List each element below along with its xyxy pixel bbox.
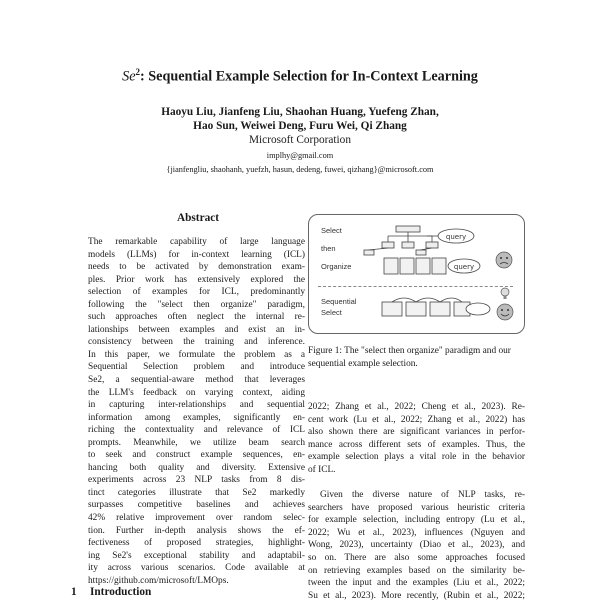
body-line: searchers have proposed various heuristic criteria — [308, 502, 525, 513]
paper-title — [0, 67, 600, 86]
abstract-heading: Abstract — [176, 212, 220, 224]
authors-line-1: Haoyu Liu, Jianfeng Liu, Shaohan Huang, Yuefeng Zhan, — [161, 106, 439, 118]
body-line: tween the input and the examples (Liu et al., 2022; — [308, 578, 525, 589]
figure-label-select: Select — [321, 226, 342, 235]
abstract-line: The remarkable capability of large language — [88, 237, 305, 247]
body-line: also shown there are significant variances in perfor- — [308, 427, 525, 438]
lightbulb-icon — [501, 288, 509, 299]
abstract-line: surpasses competitive baselines and achieves — [88, 500, 305, 511]
body-line: of ICL. — [308, 464, 336, 475]
figure-caption-line: Figure 1: The "select then organize" paradigm and our — [308, 346, 511, 356]
body-line: Su et al., 2023). More recently, (Rubin et al., 2022; — [308, 590, 525, 601]
figure-caption-line: sequential example selection. — [308, 358, 418, 369]
title-text: : Sequential Example Selection for In-Context Learning — [140, 68, 478, 85]
abstract-body — [88, 236, 305, 587]
organized-examples-row — [384, 258, 446, 274]
title-method-name: Se — [122, 68, 136, 85]
abstract-line: prompts. Meanwhile, we utilize beam search — [88, 437, 305, 448]
abstract-line: information among examples, significantly en- — [88, 412, 305, 423]
abstract-line: models (LLMs) for in-context learning (ICL) — [88, 249, 305, 260]
abstract-line: in capturing inter-relationships and sequential — [88, 400, 305, 411]
happy-face-icon — [497, 304, 513, 320]
body-line: example selection plays a vital role in the behavior — [308, 452, 525, 463]
sequential-examples-row — [382, 298, 470, 316]
abstract-line: hancing both quality and diversity. Extensive — [88, 462, 305, 473]
query-label-mid: query — [453, 263, 475, 271]
abstract-line: following the "select then organize" paradigm, — [88, 299, 305, 310]
query-bubble-mid — [448, 259, 480, 273]
figure-label-sequential: Sequential — [321, 297, 357, 306]
abstract-line: fectiveness of proposed strategies, highlight- — [88, 538, 305, 549]
affiliation: Microsoft Corporation — [249, 134, 351, 146]
body-line: 2022; Zhang et al., 2022; Cheng et al., 2023). Re- — [308, 402, 525, 412]
abstract-line: In this paper, we formulate the problem as a — [88, 349, 305, 360]
abstract-line-link[interactable]: https://github.com/microsoft/LMOps. — [88, 575, 229, 586]
email-group: {jianfengliu, shaohanh, yuefzh, hasun, dedeng, fuwei, qizhang}@microsoft.com — [166, 165, 434, 174]
body-line: cent work (Lu et al., 2022; Zhang et al., 2022) has — [308, 414, 525, 425]
body-line: mance across different sets of examples. Thus, the — [308, 439, 525, 450]
query-label-top: query — [445, 233, 467, 241]
body-line: 2022; Wu et al., 2023), influences (Nguyen and — [308, 527, 525, 538]
abstract-line: to seek and construct example sequences, en- — [88, 450, 305, 461]
abstract-line: consistency between the training and inference. — [88, 337, 305, 348]
body-line: Given the diverse nature of NLP tasks, re- — [320, 490, 525, 501]
query-bubble-bottom — [466, 303, 490, 315]
body-line: Wong, 2023), uncertainty (Diao et al., 2023), and — [308, 540, 525, 551]
abstract-line: 42% relative improvement over random selec- — [88, 513, 305, 524]
right-column-body — [308, 401, 525, 602]
abstract-line: tion. Further in-depth analysis shows the ef- — [88, 525, 305, 536]
section-number: 1 — [71, 586, 77, 598]
abstract-line: needs to be activated by demonstration exam- — [88, 262, 305, 273]
title-method-sup: 2 — [135, 67, 141, 77]
abstract-line: Se2, a sequential-aware method that leverages — [88, 375, 305, 386]
figure-label-select-2: Select — [321, 308, 342, 317]
abstract-line: ples. Prior work has extensively explored the — [88, 274, 305, 285]
figure-1-caption — [308, 345, 525, 370]
section-title: Introduction — [90, 586, 152, 598]
query-bubble-top — [438, 229, 474, 243]
abstract-line: such approaches often neglect the internal re- — [88, 312, 305, 323]
email-primary: implhy@gmail.com — [266, 151, 334, 160]
abstract-line: selection of examples for ICL, predominantly — [88, 287, 305, 298]
abstract-line: lationships between examples and exist an in- — [88, 324, 305, 335]
body-line: for example selection, including entropy (Lu et al., — [308, 515, 525, 526]
figure-label-organize: Organize — [321, 262, 352, 271]
body-line: so on. There are also some approaches focused — [308, 553, 525, 564]
section-heading-introduction — [71, 586, 151, 598]
abstract-line: riching the contextuality and relevance of ICL — [88, 425, 305, 436]
selection-tree-icon — [364, 226, 438, 255]
figure-label-then: then — [321, 244, 336, 253]
abstract-line: tinct categories illustrate that Se2 markedly — [88, 487, 305, 498]
abstract-line: ing Se2's exceptional stability and adaptabil- — [88, 550, 305, 561]
abstract-line: experiments across 23 NLP tasks from 8 dis- — [88, 475, 305, 486]
figure-1-diagram — [308, 214, 525, 334]
abstract-line: ity across various scenarios. Code available at — [88, 563, 305, 574]
body-line: on retrieving examples based on the similarity be- — [308, 565, 525, 576]
sad-face-icon — [496, 252, 512, 268]
authors-line-2: Hao Sun, Weiwei Deng, Furu Wei, Qi Zhang — [193, 120, 407, 132]
abstract-line: Sequential Selection problem and introduce — [88, 362, 305, 373]
abstract-line: the LLM's feedback on varying context, aiding — [88, 387, 305, 398]
